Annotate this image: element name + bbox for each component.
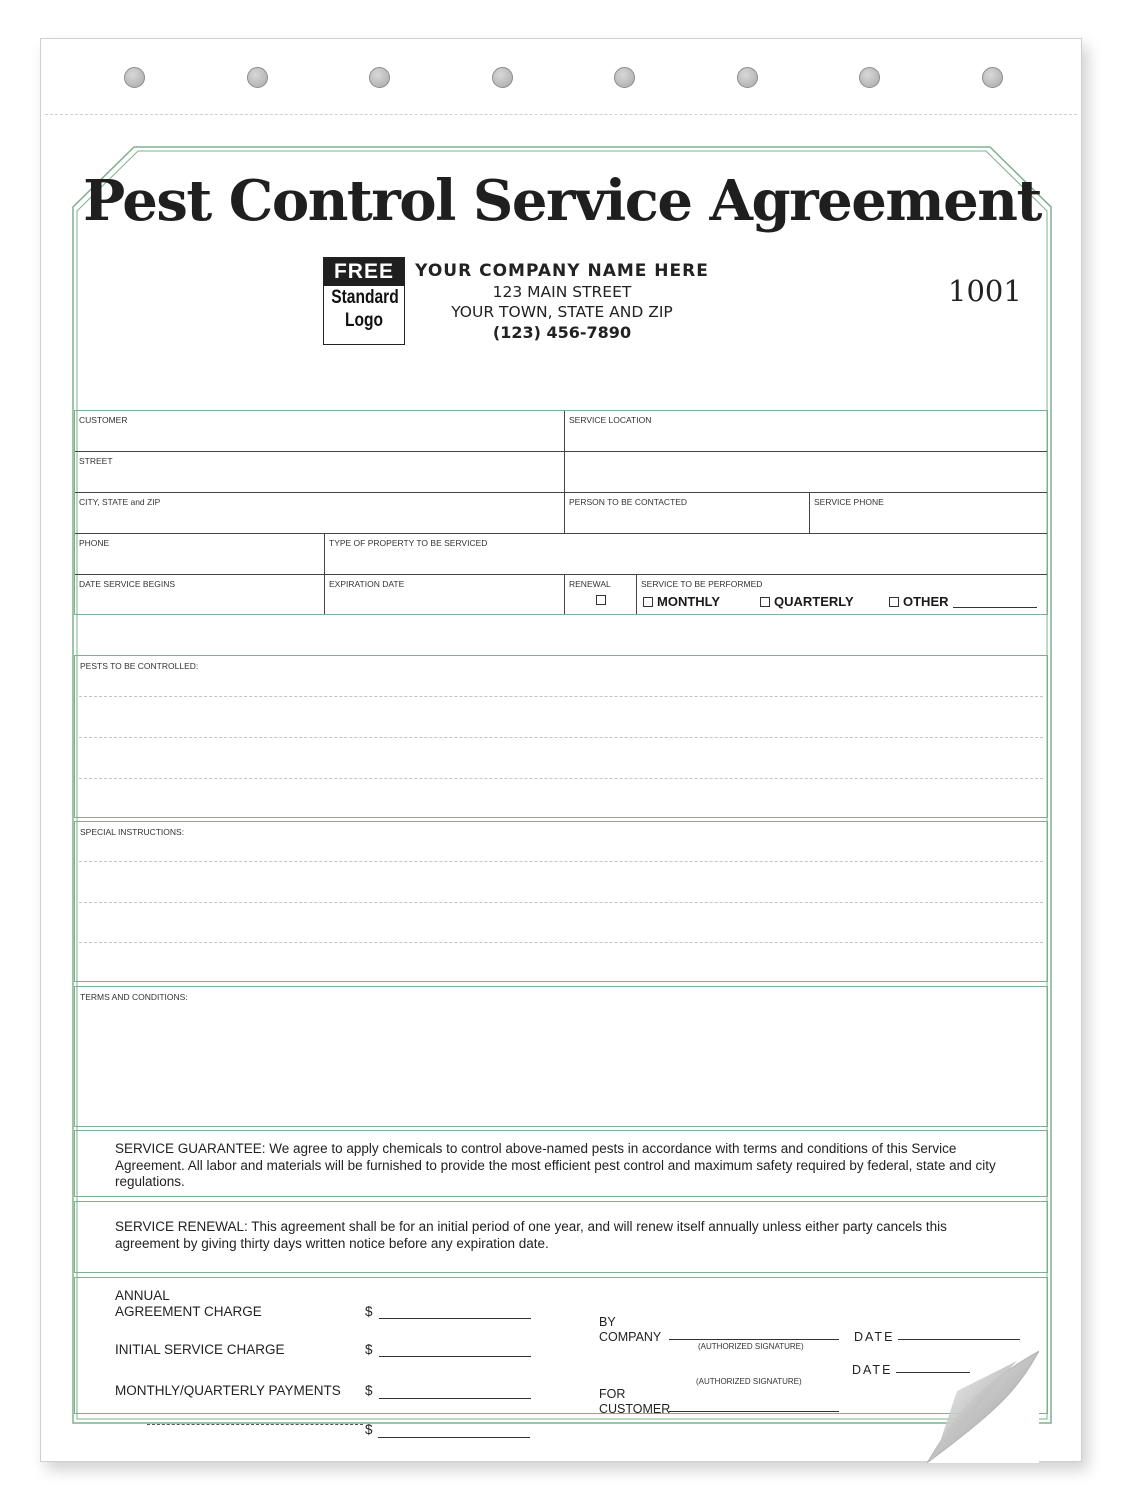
person-to-contact-field[interactable] (565, 493, 810, 533)
logo-logo-text: Logo (344, 310, 384, 331)
other-checkbox[interactable] (889, 597, 899, 607)
other-option[interactable] (889, 594, 1037, 609)
company-authorized-caption: (AUTHORIZED SIGNATURE) (698, 1342, 804, 1351)
binder-hole (737, 67, 758, 88)
monthly-checkbox[interactable] (643, 597, 653, 607)
form-title: Pest Control Service Agreement (83, 168, 1041, 234)
customer-sig-label: CUSTOMER (599, 1402, 671, 1416)
custom-dollar-sign: $ (365, 1422, 373, 1437)
writing-line (79, 942, 1043, 943)
charges-signature-section (74, 1277, 1048, 1414)
custom-charge-label-field[interactable] (147, 1424, 363, 1425)
other-label: OTHER (903, 594, 949, 609)
company-label: COMPANY (599, 1330, 662, 1344)
monthly-dollar-sign: $ (365, 1383, 373, 1398)
serial-number: 1001 (948, 274, 1022, 308)
binder-hole (247, 67, 268, 88)
terms-section[interactable] (74, 986, 1048, 1127)
binder-hole (614, 67, 635, 88)
quarterly-label: QUARTERLY (774, 594, 854, 609)
city-state-zip-field[interactable] (75, 493, 565, 533)
property-type-label: TYPE OF PROPERTY TO BE SERVICED (329, 538, 488, 548)
company-name: YOUR COMPANY NAME HERE (415, 261, 709, 281)
company-street: 123 MAIN STREET (492, 283, 632, 301)
service-to-be-performed-field (637, 575, 1047, 614)
street-field[interactable] (75, 452, 565, 492)
initial-charge-field[interactable] (379, 1356, 531, 1357)
service-location-line2-field[interactable] (565, 452, 1047, 492)
annual-label-line1: ANNUAL (115, 1288, 170, 1303)
phone-label: PHONE (79, 538, 110, 548)
annual-charge-field[interactable] (379, 1318, 531, 1319)
renewal-section (74, 1201, 1048, 1273)
renewal-label: RENEWAL (569, 579, 611, 589)
quarterly-option[interactable] (760, 594, 854, 609)
by-label: BY (599, 1315, 616, 1329)
street-label: STREET (79, 456, 113, 466)
logo-free-text: FREE (324, 258, 404, 286)
page-curl-icon (927, 1351, 1039, 1463)
service-location-field[interactable] (565, 411, 1047, 451)
customer-info-grid (74, 410, 1048, 615)
monthly-payments-label: MONTHLY/QUARTERLY PAYMENTS (115, 1383, 341, 1398)
property-type-field[interactable] (325, 534, 1047, 574)
perforation-line (45, 114, 1077, 115)
binder-hole (124, 67, 145, 88)
special-instructions-section[interactable] (74, 821, 1048, 982)
form-sheet (40, 38, 1082, 1462)
form-frame (72, 146, 1052, 1424)
logo-placeholder (323, 257, 405, 345)
service-location-label: SERVICE LOCATION (569, 415, 652, 425)
writing-line (79, 778, 1043, 779)
writing-line (79, 861, 1043, 862)
other-blank-line[interactable] (953, 607, 1037, 608)
person-to-contact-label: PERSON TO BE CONTACTED (569, 497, 688, 507)
monthly-option[interactable] (643, 594, 720, 609)
company-date-label: DATE (854, 1330, 895, 1344)
logo-standard-text: Standard (331, 287, 399, 308)
company-city: YOUR TOWN, STATE AND ZIP (451, 303, 673, 321)
binder-hole (369, 67, 390, 88)
phone-field[interactable] (75, 534, 325, 574)
terms-label: TERMS AND CONDITIONS: (80, 992, 188, 1002)
pests-label: PESTS TO BE CONTROLLED: (80, 661, 199, 671)
city-state-zip-label: CITY, STATE and ZIP (79, 497, 161, 507)
binder-hole (982, 67, 1003, 88)
renewal-field (565, 575, 637, 614)
initial-charge-label: INITIAL SERVICE CHARGE (115, 1342, 285, 1357)
renewal-checkbox[interactable] (596, 595, 606, 605)
quarterly-checkbox[interactable] (760, 597, 770, 607)
customer-date-label: DATE (852, 1363, 893, 1377)
special-instructions-label: SPECIAL INSTRUCTIONS: (80, 827, 185, 837)
service-renewal-text: SERVICE RENEWAL: This agreement shall be for an initial period of one year, and will renew itself annually unless either party cancels this agreement by giving thirty days written notice before any expiration date. (115, 1219, 947, 1251)
pests-section[interactable] (74, 655, 1048, 818)
company-info (412, 260, 712, 344)
expiration-date-label: EXPIRATION DATE (329, 579, 405, 589)
customer-signature-field[interactable] (669, 1411, 839, 1412)
annual-dollar-sign: $ (365, 1304, 373, 1319)
binder-hole (859, 67, 880, 88)
custom-charge-field[interactable] (378, 1437, 530, 1438)
customer-authorized-caption: (AUTHORIZED SIGNATURE) (696, 1377, 802, 1386)
company-signature-field[interactable] (669, 1339, 839, 1340)
service-phone-field[interactable] (810, 493, 1047, 533)
expiration-date-field[interactable] (325, 575, 565, 614)
monthly-label: MONTHLY (657, 594, 721, 609)
company-signature-label (599, 1315, 661, 1345)
monthly-payments-field[interactable] (379, 1398, 531, 1399)
writing-line (79, 902, 1043, 903)
date-service-begins-field[interactable] (75, 575, 325, 614)
writing-line (79, 737, 1043, 738)
company-date-field[interactable] (898, 1339, 1020, 1340)
annual-charge-label (115, 1288, 262, 1320)
binder-hole (492, 67, 513, 88)
customer-signature-label (599, 1387, 670, 1417)
customer-field[interactable] (75, 411, 565, 451)
annual-label-line2: AGREEMENT CHARGE (115, 1304, 262, 1319)
initial-dollar-sign: $ (365, 1342, 373, 1357)
writing-line (79, 696, 1043, 697)
service-phone-label: SERVICE PHONE (814, 497, 884, 507)
service-performed-label: SERVICE TO BE PERFORMED (641, 579, 763, 589)
date-service-begins-label: DATE SERVICE BEGINS (79, 579, 176, 589)
customer-label: CUSTOMER (79, 415, 128, 425)
service-guarantee-text: SERVICE GUARANTEE: We agree to apply chemicals to control above-named pests in accordance with terms and conditions of this Service Agreement. All labor and materials will be furnished to provide the most efficient pest control and maximum safety required by federal, state and city regulations. (115, 1141, 996, 1189)
for-label: FOR (599, 1387, 626, 1401)
guarantee-section (74, 1130, 1048, 1197)
company-phone: (123) 456-7890 (492, 323, 632, 342)
